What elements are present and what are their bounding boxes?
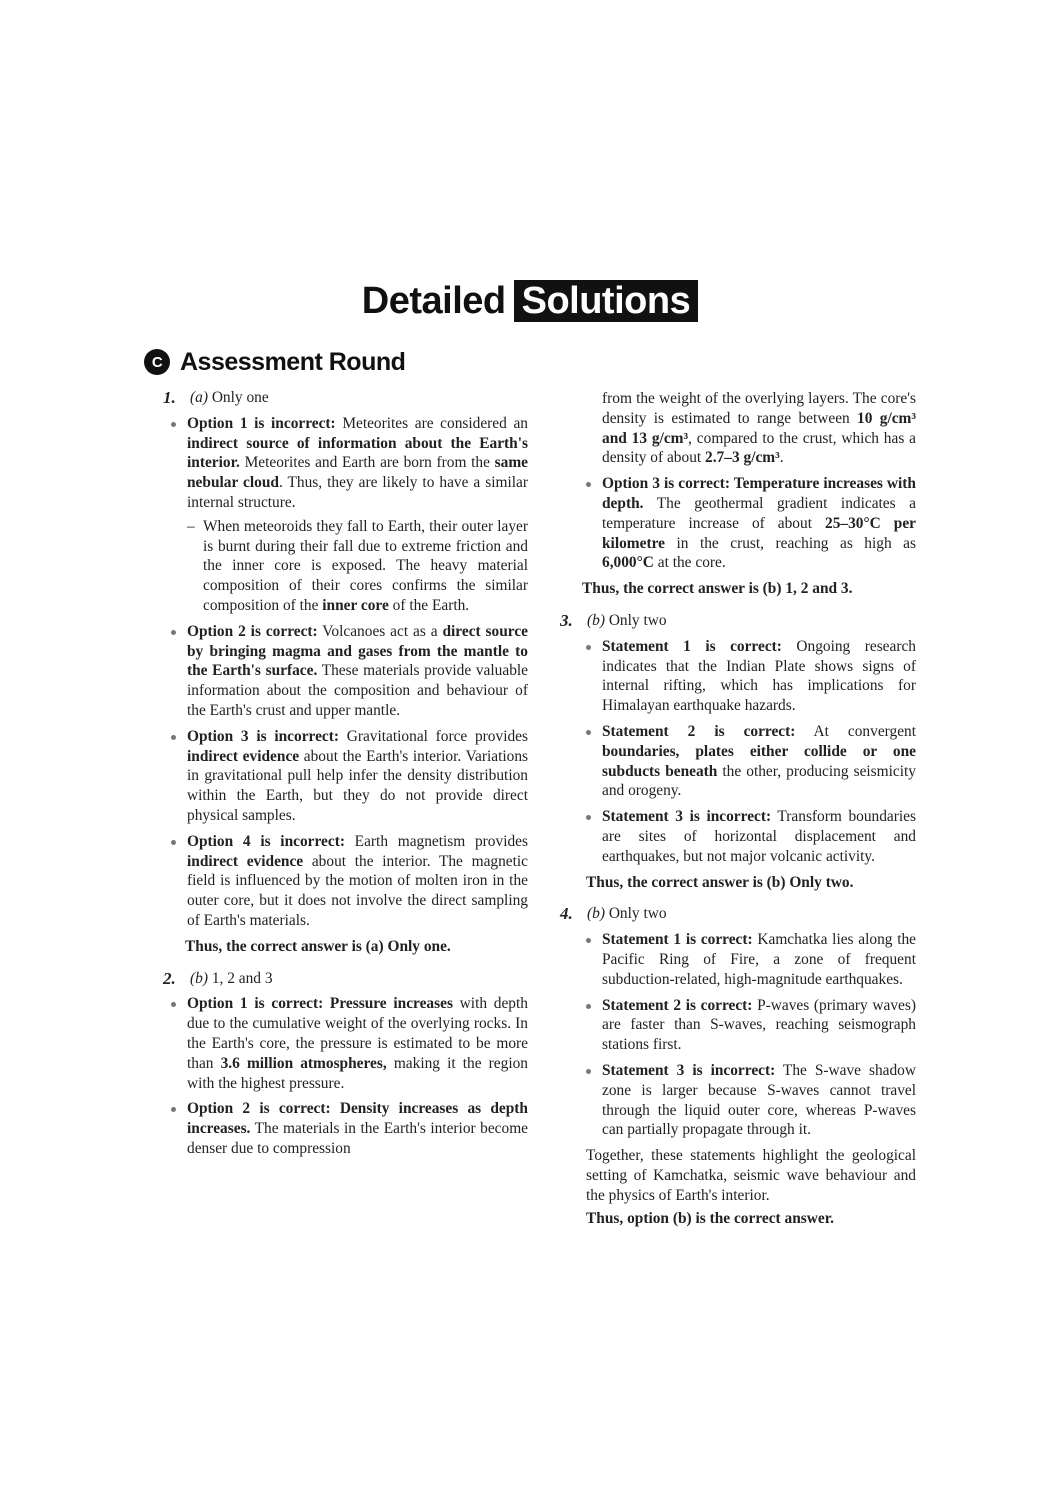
item-text: Meteorites are considered an — [335, 414, 528, 432]
question-header — [560, 611, 916, 631]
question-number: 4. — [560, 904, 573, 924]
list-item — [602, 807, 916, 866]
item-lead: Statement 2 is correct: — [602, 722, 796, 740]
conclusion — [586, 873, 916, 893]
item-text: of the Earth. — [388, 596, 470, 614]
list-item — [602, 996, 916, 1055]
answer-option: (b) — [587, 905, 605, 923]
item-text: Earth magnetism provides — [344, 832, 528, 850]
list-item — [187, 414, 528, 616]
summary-note: Together, these statements highlight the geological setting of Kamchatka, seismic wave behaviour and the physics of Earth's interior. — [586, 1147, 916, 1204]
item-text: the other, producing seismicity and orogeny. — [602, 762, 916, 800]
section-title: Assessment Round — [180, 347, 406, 376]
answer-option: (b) — [587, 611, 605, 629]
question-4 — [560, 904, 916, 1229]
answer-option: (b) — [190, 969, 208, 987]
item-bold: same nebular cloud — [187, 454, 528, 492]
options-list — [163, 994, 528, 1158]
question-header — [163, 969, 528, 989]
question-answer — [587, 611, 667, 631]
item-text: The geothermal gradient indicates a temperature increase of about — [602, 494, 916, 532]
question-2 — [163, 969, 528, 1159]
item-bold: 2.7–3 g/cm³ — [705, 449, 780, 467]
item-lead: Statement 2 is correct: — [602, 996, 753, 1014]
list-item — [602, 474, 916, 573]
question-number: 2. — [163, 968, 176, 988]
answer-option: (a) — [190, 389, 208, 406]
options-list — [560, 474, 916, 573]
item-text: . — [779, 449, 784, 467]
item-text: Volcanoes act as a — [317, 622, 443, 640]
item-bold: indirect evidence — [187, 747, 300, 765]
item-text: When meteoroids they fall to Earth, their outer layer is burnt during their fall due to extreme friction and the inner core is exposed. The heavy material composition of their cores confirms the similar composition of the — [203, 517, 528, 614]
conclusion-text: Thus, the correct answer is (b) Only two. — [586, 873, 854, 891]
conclusion-text: Thus, option (b) is the correct answer. — [586, 1210, 834, 1228]
list-item — [187, 622, 528, 721]
page-title — [0, 279, 1060, 323]
section-heading — [144, 344, 405, 380]
item-bold: 6,000°C — [602, 554, 654, 572]
item-text: Transform boundaries are sites of horizontal displacement and earthquakes, but not major volcanic activity. — [602, 808, 916, 865]
item-text: making it the region with the highest pressure. — [187, 1054, 528, 1092]
statements-list — [560, 930, 916, 1140]
item-lead: Option 2 is correct: — [187, 622, 318, 640]
item-text: at the core. — [653, 554, 726, 572]
item-bold: boundaries, plates either collide or one subducts beneath — [602, 742, 916, 780]
conclusion — [582, 579, 916, 599]
item-text: These materials provide valuable information about the composition and behaviour of the Earth's crust and upper mantle. — [187, 662, 528, 719]
list-item — [602, 722, 916, 801]
answer-text: Only two — [608, 905, 667, 923]
question-1 — [163, 388, 528, 957]
sub-item — [203, 517, 528, 616]
options-list — [163, 414, 528, 931]
item-text: Kamchatka lies along the Pacific Ring of Fire, a zone of frequent subduction-related, high-magnitude earthquakes. — [602, 931, 916, 988]
item-text: about the interior. The magnetic field is influenced by the motion of molten iron in the outer core, but it does not involve the direct sampling of Earth's materials. — [187, 852, 529, 929]
answer-text: Only one — [211, 389, 269, 406]
question-3 — [560, 611, 916, 892]
item-text: from the weight of the overlying layers. The core's density is estimated to range between — [602, 390, 916, 427]
item-bold: 25–30°C per kilometre — [602, 514, 916, 552]
item-text: , compared to the crust, which has a density of about — [602, 429, 916, 467]
question-answer — [190, 388, 269, 408]
item-lead: Option 3 is correct: Temperature increases with depth. — [602, 475, 916, 512]
sub-list — [187, 517, 528, 616]
left-column — [163, 388, 528, 1171]
item-bold: inner core — [322, 596, 389, 614]
conclusion — [185, 937, 528, 957]
item-lead: Statement 1 is correct: — [602, 931, 753, 949]
conclusion-text: Thus, the correct answer is (a) Only one. — [185, 937, 451, 955]
item-text: Ongoing research indicates that the Indian Plate shows signs of internal rifting, which has implications for Himalayan earthquake hazards. — [602, 637, 916, 715]
list-item — [602, 637, 916, 716]
list-item — [187, 832, 528, 931]
title-plain: Detailed — [361, 280, 506, 322]
item-lead: Option 4 is incorrect: — [187, 832, 345, 850]
item-lead: Option 2 is correct: Density increases as depth increases. — [187, 1100, 528, 1138]
item-bold: indirect source of information about the Earth's interior. — [187, 434, 528, 472]
item-text: . Thus, they are likely to have a similar internal structure. — [187, 474, 528, 511]
question-number: 1. — [163, 388, 176, 407]
item-text: The materials in the Earth's interior become denser due to compression — [187, 1120, 528, 1157]
item-text: with depth due to the cumulative weight of the overlying rocks. In the Earth's core, the pressure is estimated to be more than — [187, 995, 528, 1072]
item-lead: Option 1 is correct: Pressure increases — [187, 995, 453, 1013]
item-text: At convergent — [795, 722, 916, 740]
question-number: 3. — [560, 610, 573, 630]
item-text: in the crust, reaching as high as — [664, 534, 916, 552]
list-item — [187, 994, 528, 1093]
item-text: The S-wave shadow zone is larger because S-waves cannot travel through the liquid outer core, whereas P-waves can partially propagate through it. — [602, 1061, 916, 1139]
conclusion — [586, 1209, 916, 1229]
item-lead: Statement 1 is correct: — [602, 637, 782, 655]
item-bold: indirect evidence — [187, 852, 304, 870]
continued-text — [602, 389, 916, 468]
answer-text: Only two — [608, 611, 667, 629]
item-lead: Statement 3 is incorrect: — [602, 808, 772, 826]
item-text: about the Earth's interior. Variations in gravitational pull help infer the density distribution within the Earth, but they do not provide direct physical samples. — [187, 747, 528, 824]
item-bold: direct source by bringing magma and gases from the mantle to the Earth's surface. — [187, 622, 529, 680]
list-item — [602, 930, 916, 989]
statements-list — [560, 637, 916, 867]
c-badge-icon: C — [144, 349, 170, 375]
item-text: Meteorites and Earth are born from the — [239, 454, 495, 472]
item-lead: Option 3 is incorrect: — [187, 727, 339, 745]
answer-text: 1, 2 and 3 — [211, 969, 273, 987]
question-answer — [190, 969, 273, 989]
conclusion-text: Thus, the correct answer is (b) 1, 2 and 3. — [582, 580, 853, 598]
list-item — [187, 1099, 528, 1158]
list-item — [602, 1061, 916, 1140]
item-text: Gravitational force provides — [339, 727, 528, 745]
question-header — [560, 904, 916, 924]
title-boxed: Solutions — [514, 280, 699, 322]
item-lead: Option 1 is incorrect: — [187, 414, 336, 432]
item-lead: Statement 3 is incorrect: — [602, 1061, 776, 1079]
item-bold: 3.6 million atmospheres, — [220, 1054, 387, 1072]
question-header — [163, 388, 528, 408]
question-answer — [587, 904, 667, 924]
item-bold: 10 g/cm³ and 13 g/cm³ — [602, 409, 916, 447]
right-column — [560, 389, 916, 1241]
list-item — [187, 727, 528, 826]
item-text: P-waves (primary waves) are faster than S-waves, reaching seismograph stations first. — [602, 996, 916, 1054]
